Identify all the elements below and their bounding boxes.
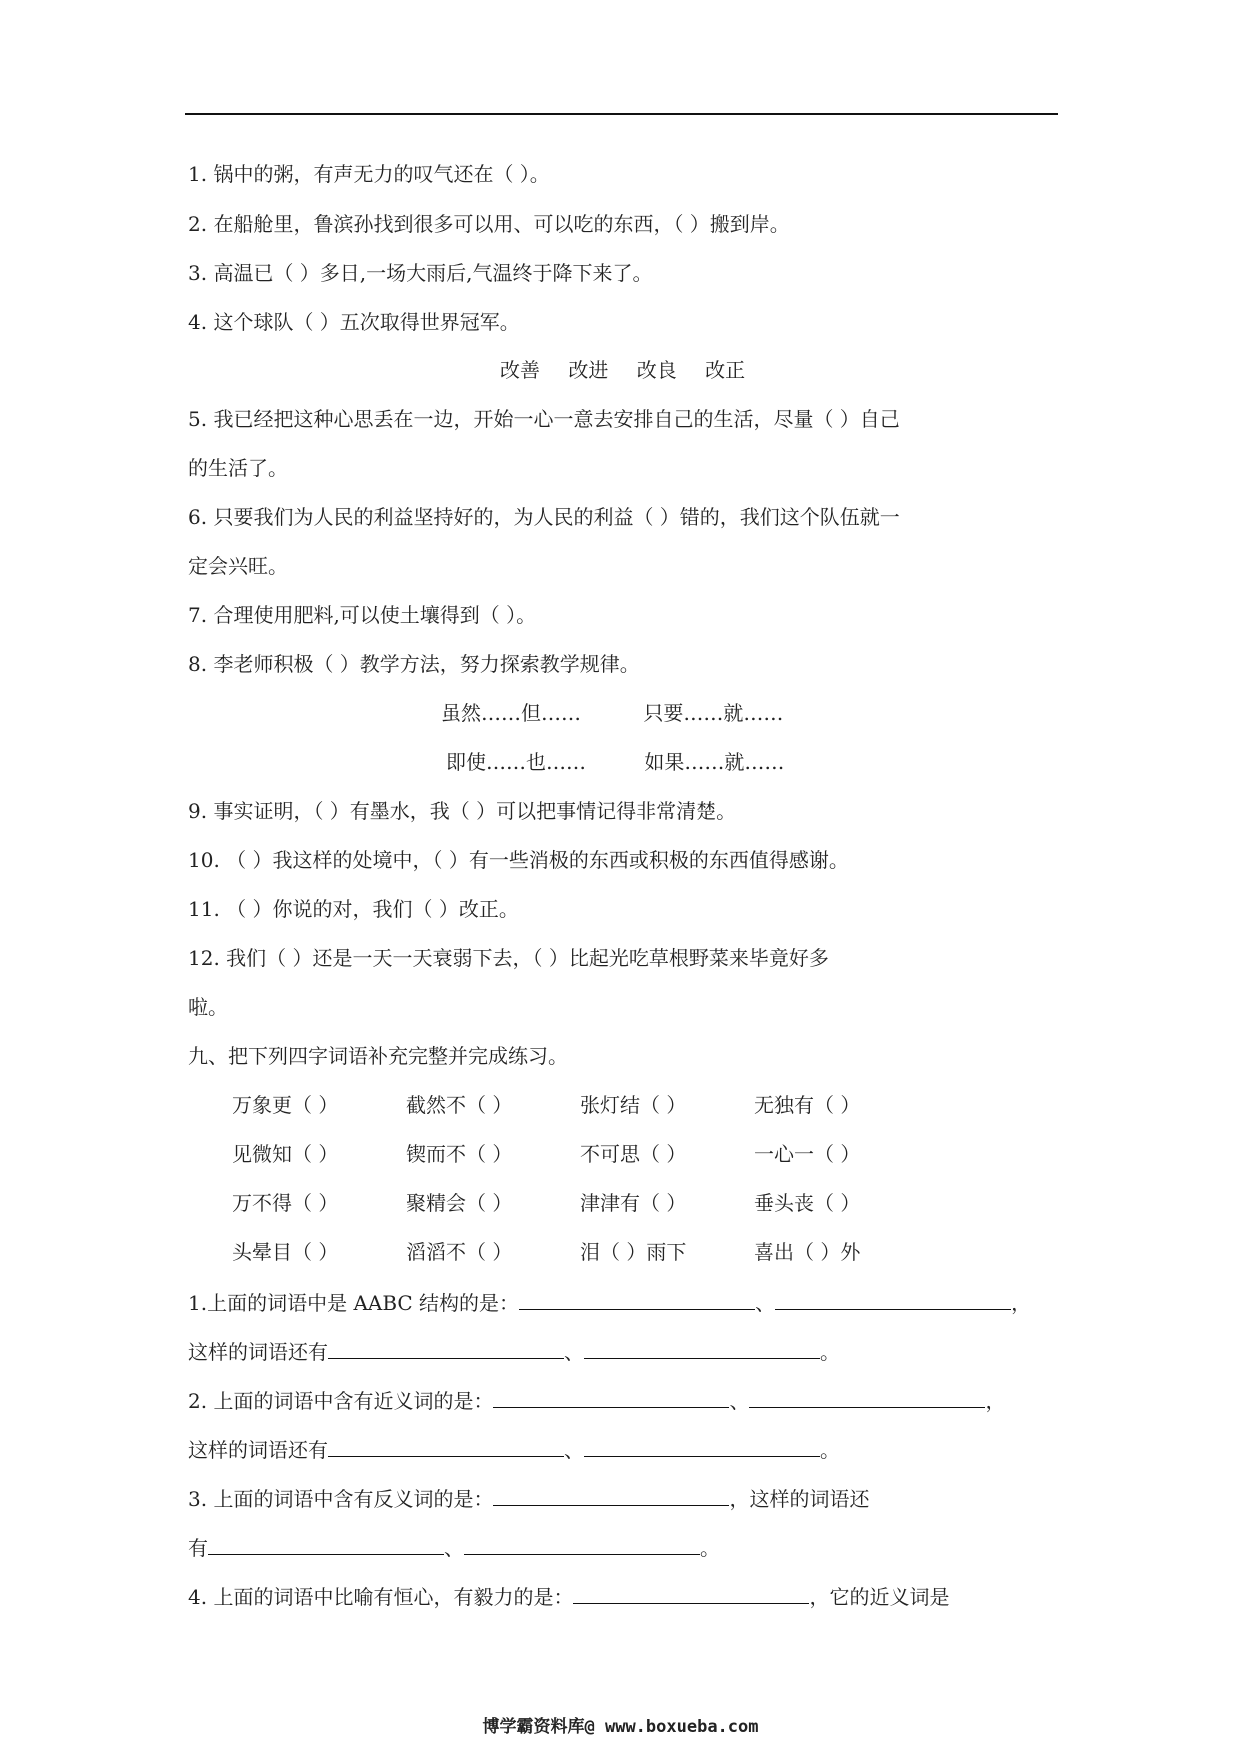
separator: 。 bbox=[820, 1438, 840, 1462]
separator: 。 bbox=[820, 1340, 840, 1364]
idiom-item: 泪（ ）雨下 bbox=[580, 1240, 687, 1264]
header-rule bbox=[185, 113, 1058, 115]
question-11: 11. （ ）你说的对，我们（ ）改正。 bbox=[188, 897, 519, 921]
question-2: 2. 在船舱里，鲁滨孙找到很多可以用、可以吃的东西，（ ）搬到岸。 bbox=[188, 212, 790, 236]
question-1: 1. 锅中的粥，有声无力的叹气还在（ ）。 bbox=[188, 162, 550, 186]
answer-blank[interactable] bbox=[775, 1289, 1011, 1310]
answer-blank[interactable] bbox=[493, 1485, 729, 1506]
answer-blank[interactable] bbox=[208, 1534, 444, 1555]
idiom-item: 垂头丧（ ） bbox=[754, 1191, 861, 1215]
idiom-item: 津津有（ ） bbox=[580, 1191, 687, 1215]
answer-blank[interactable] bbox=[749, 1387, 985, 1408]
exercise-3-continuation: 有 bbox=[188, 1536, 208, 1560]
separator: 、 bbox=[444, 1536, 464, 1560]
section-9-title: 九、把下列四字词语补充完整并完成练习。 bbox=[188, 1044, 568, 1068]
answer-blank[interactable] bbox=[584, 1338, 820, 1359]
exercise-3-prompt: 3. 上面的词语中含有反义词的是： bbox=[188, 1487, 494, 1511]
also-prompt: 这样的词语还有 bbox=[188, 1340, 328, 1364]
question-5-line-1: 5. 我已经把这种心思丢在一边，开始一心一意去安排自己的生活，尽量（ ）自己 bbox=[188, 407, 900, 431]
question-7: 7. 合理使用肥料,可以使土壤得到（ ）。 bbox=[188, 603, 537, 627]
question-5-line-2: 的生活了。 bbox=[188, 456, 288, 480]
question-9: 9. 事实证明，（ ）有墨水，我（ ）可以把事情记得非常清楚。 bbox=[188, 799, 737, 823]
question-8: 8. 李老师积极（ ）教学方法，努力探索教学规律。 bbox=[188, 652, 640, 676]
word-bank-item: 改进 bbox=[568, 358, 609, 382]
separator: ， bbox=[1011, 1291, 1032, 1315]
answer-blank[interactable] bbox=[328, 1436, 564, 1457]
separator: 、 bbox=[564, 1438, 584, 1462]
separator: 、 bbox=[564, 1340, 584, 1364]
idiom-item: 头晕目（ ） bbox=[232, 1240, 339, 1264]
also-prompt: 这样的词语还有 bbox=[188, 1438, 328, 1462]
question-4: 4. 这个球队（ ）五次取得世界冠军。 bbox=[188, 310, 520, 334]
idiom-item: 聚精会（ ） bbox=[406, 1191, 513, 1215]
exercise-1-prompt: 1.上面的词语中是 AABC 结构的是： bbox=[188, 1291, 520, 1315]
exercise-3-line-2 bbox=[188, 1534, 720, 1560]
answer-blank[interactable] bbox=[464, 1534, 700, 1555]
exercise-3-line-1 bbox=[188, 1485, 869, 1511]
exercise-1-line-1 bbox=[188, 1289, 1031, 1315]
exercise-1-line-2 bbox=[188, 1338, 840, 1364]
exercise-3-suffix: ，这样的词语还 bbox=[729, 1487, 870, 1511]
idiom-item: 万象更（ ） bbox=[232, 1093, 339, 1117]
idiom-item: 无独有（ ） bbox=[754, 1093, 861, 1117]
answer-blank[interactable] bbox=[584, 1436, 820, 1457]
idiom-item: 锲而不（ ） bbox=[406, 1142, 513, 1166]
word-bank-item: 改良 bbox=[636, 358, 677, 382]
idiom-item: 不可思（ ） bbox=[580, 1142, 687, 1166]
question-6-line-2: 定会兴旺。 bbox=[188, 554, 288, 578]
separator: ， bbox=[985, 1389, 1006, 1413]
question-12-line-2: 啦。 bbox=[188, 995, 228, 1019]
answer-blank[interactable] bbox=[493, 1387, 729, 1408]
exercise-2-line-1 bbox=[188, 1387, 1005, 1413]
conjunction-item: 虽然……但…… bbox=[441, 701, 581, 725]
exercise-2-prompt: 2. 上面的词语中含有近义词的是： bbox=[188, 1389, 494, 1413]
idiom-item: 截然不（ ） bbox=[406, 1093, 513, 1117]
exercise-4-suffix: ，它的近义词是 bbox=[809, 1585, 950, 1609]
idiom-item: 喜出（ ）外 bbox=[754, 1240, 861, 1264]
question-6-line-1: 6. 只要我们为人民的利益坚持好的，为人民的利益（ ）错的，我们这个队伍就一 bbox=[188, 505, 900, 529]
conjunction-row-2 bbox=[446, 750, 784, 774]
separator: 、 bbox=[729, 1389, 750, 1413]
word-bank-item: 改善 bbox=[500, 358, 540, 382]
word-bank-1 bbox=[500, 358, 745, 382]
separator: 、 bbox=[755, 1291, 776, 1315]
answer-blank[interactable] bbox=[328, 1338, 564, 1359]
idiom-item: 万不得（ ） bbox=[232, 1191, 339, 1215]
conjunction-row-1 bbox=[441, 701, 783, 725]
exercise-4-prompt: 4. 上面的词语中比喻有恒心，有毅力的是： bbox=[188, 1585, 574, 1609]
conjunction-item: 如果……就…… bbox=[644, 750, 785, 774]
idiom-item: 张灯结（ ） bbox=[580, 1093, 687, 1117]
answer-blank[interactable] bbox=[573, 1583, 809, 1604]
exercise-2-line-2 bbox=[188, 1436, 840, 1462]
conjunction-item: 即使……也…… bbox=[446, 750, 586, 774]
conjunction-item: 只要……就…… bbox=[643, 701, 784, 725]
answer-blank[interactable] bbox=[519, 1289, 755, 1310]
question-10: 10. （ ）我这样的处境中，（ ）有一些消极的东西或积极的东西值得感谢。 bbox=[188, 848, 849, 872]
separator: 。 bbox=[700, 1536, 720, 1560]
idiom-item: 一心一（ ） bbox=[754, 1142, 861, 1166]
idiom-item: 见微知（ ） bbox=[232, 1142, 339, 1166]
footer-watermark: 博学霸资料库@ www.boxueba.com bbox=[482, 1717, 759, 1737]
idiom-item: 滔滔不（ ） bbox=[406, 1240, 513, 1264]
question-12-line-1: 12. 我们（ ）还是一天一天衰弱下去，（ ）比起光吃草根野菜来毕竟好多 bbox=[188, 946, 829, 970]
word-bank-item: 改正 bbox=[705, 358, 746, 382]
exercise-4-line-1 bbox=[188, 1583, 949, 1609]
question-3: 3. 高温已（ ）多日,一场大雨后,气温终于降下来了。 bbox=[188, 261, 653, 285]
